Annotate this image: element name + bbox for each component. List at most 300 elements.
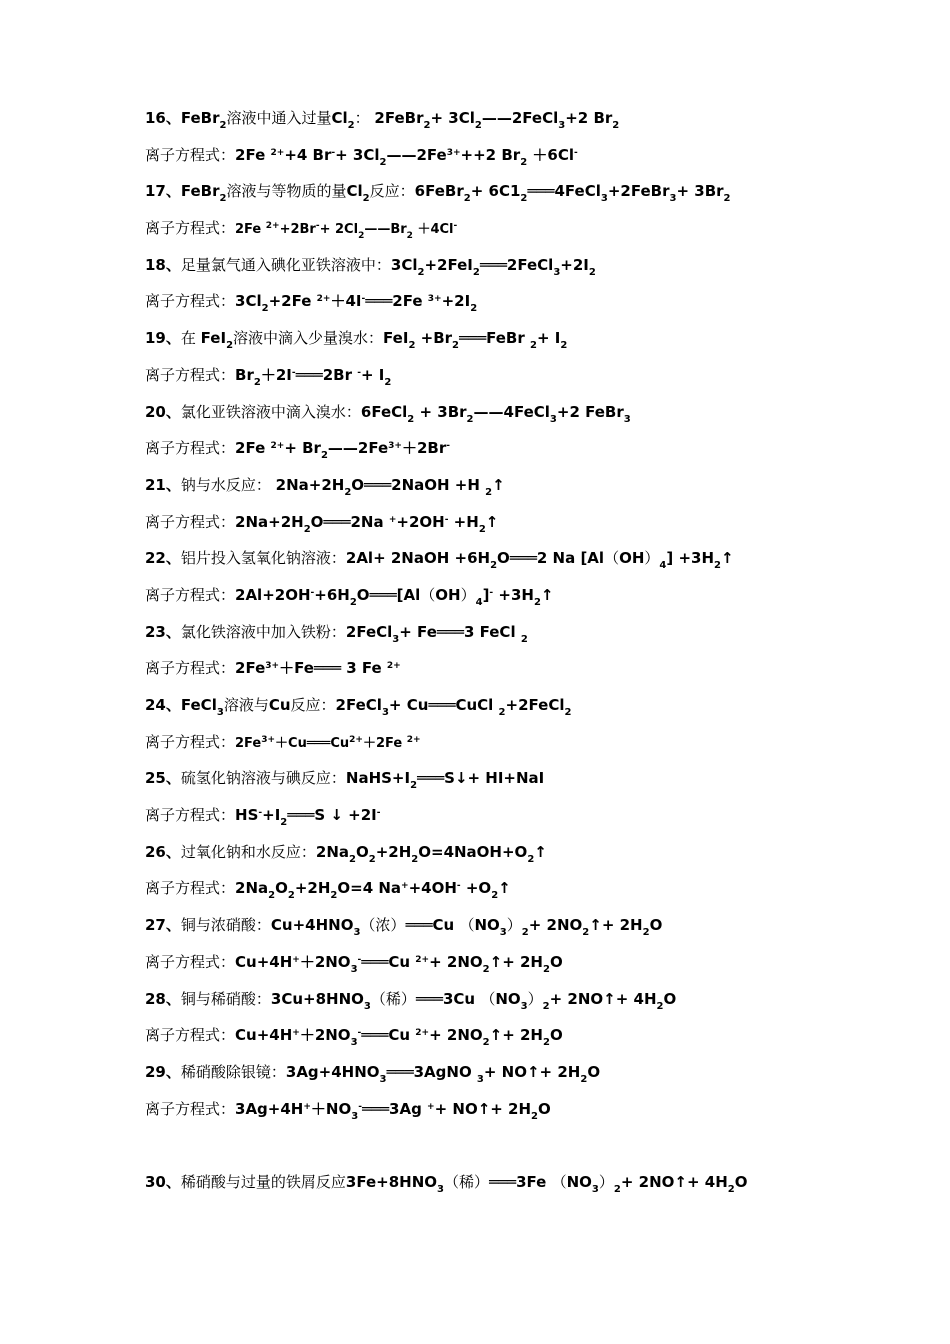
chinese-text: 离子方程式： [145,585,236,604]
formula-text: 2Fe [235,439,271,458]
formula-text: 23、 [145,622,181,641]
ionic-equation-line [145,870,935,907]
formula-text: 2Fe [235,145,271,164]
formula-text: Cu [268,696,291,714]
formula-text: +2I [441,292,471,311]
formula-text: O [549,952,563,971]
subscript: 3 [553,266,561,278]
subscript: 3 [351,1110,359,1122]
formula-text: ═══4FeCl [527,182,601,201]
formula-text: Cu+4HNO [270,916,354,935]
subscript: 2 [280,817,288,829]
formula-text: ↑ [498,879,511,898]
superscript: 3+ [265,661,280,672]
ionic-equation-line [145,797,935,834]
chinese-text: 离子方程式： [145,1099,236,1118]
formula-text: + 3Br [414,402,467,421]
subscript: 3 [549,413,557,425]
chinese-text: 反应： [290,696,336,714]
formula-text: +2H [375,842,412,861]
formula-text: ═══3Cu [415,989,481,1008]
chinese-text: 离子方程式： [145,1026,236,1045]
subscript: 3 [379,1073,387,1085]
formula-text: + 3Cl [430,109,475,127]
formula-text: ↑ [540,585,554,604]
ionic-equation-line [145,504,935,541]
reaction-equation-line [145,834,935,871]
subscript: 2 [303,523,311,535]
subscript: 2 [482,963,490,975]
formula-text: +O [460,879,492,898]
formula-text: NO [566,1172,592,1191]
reaction-equation-line [145,173,935,210]
subscript: 2 [564,707,572,718]
formula-text: ＋4Cl [412,222,454,238]
formula-text: ↑ [492,475,505,494]
subscript: 2 [531,1110,539,1122]
chinese-text: （ [459,916,475,935]
formula-text: O═══2NaOH +H [351,475,486,494]
formula-text: 2FeBr [374,109,424,127]
formula-text: O [275,879,288,898]
formula-text: ↑ [485,512,499,531]
formula-text: O═══2 Na [Al [497,549,605,568]
formula-text: 3Ag+4H [235,1099,304,1118]
chinese-text: 离子方程式： [145,145,236,164]
formula-text: + 6C1 [470,182,521,201]
formula-text: O [587,1062,601,1081]
chinese-text: （ [604,549,620,568]
formula-text: +3H [493,585,534,604]
formula-text: ↑+ 2H [489,1026,543,1045]
chinese-text: （稀） [370,989,416,1008]
formula-text: ——2Fe [327,439,389,458]
superscript: - [357,954,362,965]
superscript: - [358,1101,362,1112]
reaction-equation-line [145,1164,935,1201]
formula-text: ↑ [534,842,547,861]
superscript: + [401,881,409,892]
formula-text: 2Al+2OH [235,585,311,604]
formula-text: 22、 [145,549,181,568]
formula-text: O [549,1026,563,1045]
formula-text: 3Ag+4HNO [285,1062,380,1081]
formula-text: +2FeI [424,255,473,274]
subscript: 2 [470,303,478,315]
formula-text: ═══2Fe [365,292,428,311]
subscript: 2 [330,890,338,902]
subscript: 2 [723,193,731,205]
subscript: 2 [478,523,486,535]
chinese-text: 离子方程式： [145,952,236,971]
ionic-equation-line [145,357,935,394]
formula-text: +2Fe [268,292,317,311]
equation-list [145,100,935,1201]
formula-text: +Br [415,329,453,348]
superscript: - [573,147,578,158]
subscript: 2 [410,780,418,792]
chinese-text: 铝片投入氢氧化钠溶液： [180,549,346,568]
subscript: 2 [472,266,480,278]
chinese-text: 钠与水反应： [180,475,276,494]
chinese-text: ） [598,1172,614,1191]
subscript: 3 [476,1073,484,1085]
formula-text: 26、 [145,842,181,861]
superscript: 2+ [386,661,401,672]
subscript: 3 [558,120,566,131]
formula-text: + 3Cl [335,145,380,164]
subscript: 2 [226,340,234,352]
formula-text: HS [235,806,259,825]
formula-text: 27、 [145,916,181,935]
formula-text: +H [448,512,479,531]
formula-text: 28、 [145,989,181,1008]
formula-text: FeI [200,329,227,348]
formula-text: ═══3AgNO [386,1062,477,1081]
formula-text: Cu+4H [235,1026,293,1045]
formula-text: ↑ [720,549,734,568]
chinese-text: 氯化铁溶液中加入铁粉： [180,622,346,641]
formula-text: ═══FeBr [459,329,530,348]
reaction-equation-line [145,247,935,284]
formula-text: + 2NO [429,1026,483,1045]
formula-text: ＋Fe═══ 3 Fe [279,659,387,678]
formula-text: ═══Cu [361,952,416,971]
formula-text: ] +3H [666,549,715,568]
formula-text: 2Fe [235,659,266,678]
formula-text: ═══Cu [361,1026,416,1045]
superscript: - [376,808,381,819]
superscript: - [357,1028,362,1039]
superscript: - [446,441,450,452]
formula-text: 6FeBr [414,182,464,201]
subscript: 3 [350,1037,358,1049]
chinese-text: ） [644,549,660,568]
subscript: 2 [379,156,387,168]
subscript: 2 [261,303,269,315]
ionic-equation-line [145,577,935,614]
formula-text: ＋4I [330,292,362,311]
subscript: 3 [600,193,608,205]
superscript: 3+ [388,441,402,452]
subscript: 2 [407,413,415,425]
subscript: 2 [714,560,721,572]
formula-text: O=4NaOH+O [418,842,528,861]
subscript: 2 [423,120,431,131]
subscript: 2 [482,1037,490,1049]
reaction-equation-line [145,760,935,797]
superscript: 3+ [261,734,276,745]
chinese-text: 离子方程式： [145,659,236,678]
superscript: 2+ [415,954,430,965]
formula-text: Cu+4H [235,952,293,971]
subscript: 2 [358,231,365,242]
subscript: 2 [362,193,370,205]
subscript: 2 [349,853,356,865]
superscript: - [361,294,366,305]
superscript: - [456,881,461,892]
formula-text: ═══Cu [405,916,460,935]
subscript: 2 [406,231,413,242]
formula-text: + I [360,365,385,384]
chinese-text: （稀） [443,1172,489,1191]
subscript: 3 [363,1000,371,1012]
formula-text: +6H [314,585,350,604]
formula-text: + 3Br [676,182,724,201]
superscript: + [292,1028,300,1039]
superscript: 2+ [415,1028,430,1039]
formula-text: NaHS+I [345,769,411,788]
subscript: 4 [659,560,667,572]
chinese-text: （ [551,1172,567,1191]
subscript: 2 [463,193,471,205]
formula-text: 16、FeBr [145,109,220,127]
reaction-equation-line [145,687,935,724]
subscript: 2 [452,340,460,352]
superscript: - [310,587,315,598]
formula-text: ——2Fe [386,145,447,164]
formula-text: 6FeCl [360,402,408,421]
formula-text: +I [262,806,281,825]
formula-text: 20、 [145,402,181,421]
formula-text: ＋2NO [299,1026,351,1045]
subscript: 3 [216,707,224,718]
subscript: 2 [219,120,227,131]
subscript: 2 [580,1073,588,1085]
formula-text: 3Cu+8HNO [270,989,364,1008]
superscript: 2+ [406,734,421,745]
reaction-equation-line [145,981,935,1018]
formula-text: ↑+ 2H [489,952,543,971]
chinese-text: 溶液与等物质的量 [226,182,347,201]
chinese-text: 离子方程式： [145,879,236,898]
chinese-text: ） [460,585,476,604]
formula-text: + 2NO [528,916,583,935]
subscript: 2 [408,340,416,352]
subscript: 2 [656,1000,664,1012]
subscript: 2 [485,486,493,498]
formula-text: O [734,1172,748,1191]
subscript: 2 [727,1183,735,1195]
chinese-text: 离子方程式： [145,292,236,311]
chinese-text: 离子方程式： [145,732,236,751]
chinese-text: 足量氯气通入碘化亚铁溶液中： [180,255,391,274]
subscript: 2 [542,963,550,975]
formula-text: 2Na+2H [275,475,345,494]
formula-text: 21、 [145,475,181,494]
chinese-text: ： [354,109,375,127]
subscript: 2 [612,120,620,131]
formula-text: ——4FeCl [473,402,550,421]
subscript: 2 [613,1183,621,1195]
formula-text: Cl [331,109,348,127]
reaction-equation-line [145,467,935,504]
formula-text: OH [619,549,645,568]
formula-text: +2FeCl [505,696,565,714]
formula-text: +4 Br [284,145,332,164]
formula-text: + Cu═══CuCl [388,696,499,714]
formula-text: + 2NO↑+ 4H [549,989,657,1008]
formula-text: ═══3Ag [361,1099,428,1118]
formula-text: ++2 Br [460,145,521,164]
chinese-text: ） [506,916,522,935]
subscript: 3 [437,1183,444,1195]
subscript: 2 [527,853,535,865]
formula-text: 29、 [145,1062,181,1081]
subscript: 2 [287,890,295,902]
formula-text: NO [495,989,521,1008]
subscript: 4 [475,596,483,608]
subscript: 2 [411,853,419,865]
chinese-text: 反应： [369,182,415,201]
formula-text: ↑+ 2H [589,916,643,935]
superscript: - [357,367,361,378]
superscript: 2+ [270,441,285,452]
subscript: 2 [384,376,392,388]
formula-text: Cl [346,182,363,201]
reaction-equation-line [145,394,935,431]
superscript: 3+ [427,294,442,305]
superscript: + [427,1101,435,1112]
ionic-equation-line [145,1091,935,1128]
ionic-equation-line [145,283,935,320]
formula-text: + 2Cl [319,222,359,238]
subscript: 2 [520,156,528,168]
formula-text: ═══S↓+ HI+NaI [417,769,545,788]
subscript: 3 [350,963,358,975]
formula-text: +4OH [408,879,457,898]
formula-text: ] [482,585,490,604]
formula-text: OH [435,585,461,604]
formula-text: O═══2Na [310,512,389,531]
subscript: 2 [347,120,355,131]
subscript: 2 [582,927,590,939]
subscript: 3 [381,707,389,718]
chinese-text: 硫氢化钠溶液与碘反应： [180,769,346,788]
ionic-equation-line [145,1017,935,1054]
chinese-text: （ [480,989,496,1008]
formula-text: 3Fe+8HNO [345,1172,438,1191]
formula-text: ═══2FeCl [479,255,554,274]
subscript: 2 [344,486,352,498]
subscript: 2 [533,596,541,608]
subscript: 2 [219,193,227,205]
chinese-text: 铜与稀硝酸： [180,989,271,1008]
formula-text: 2Na [315,842,350,861]
chinese-text: 溶液中滴入少量溴水： [233,329,384,348]
superscript: - [453,221,458,232]
subscript: 2 [491,890,499,902]
formula-text: O=4 Na [337,879,402,898]
formula-text: 3Cl [235,292,262,311]
subscript: 3 [392,633,400,645]
formula-text: ═══2Br [295,365,358,384]
superscript: 3+ [446,147,461,158]
formula-text: 3Cl [390,255,418,274]
subscript: 2 [529,340,537,352]
formula-text: +2OH [396,512,445,531]
subscript: 2 [520,193,528,205]
chinese-text: 稀硝酸与过量的铁屑反应 [180,1172,346,1191]
subscript: 2 [417,266,425,278]
formula-text: NO [474,916,500,935]
ionic-equation-line [145,944,935,981]
formula-text: +2 FeBr [556,402,624,421]
formula-text: Br [235,365,254,384]
subscript: 2 [521,927,529,939]
formula-text: ＋2Fe [362,735,407,751]
subscript: 2 [474,120,482,131]
formula-text: 17、FeBr [145,182,220,201]
formula-text: 2Al+ 2NaOH +6H [345,549,491,568]
ionic-equation-line [145,650,935,687]
formula-text: +2Br [279,222,316,238]
formula-text: 19、 [145,329,181,348]
superscript: 2+ [270,147,285,158]
reaction-equation-line [145,540,935,577]
subscript: 3 [353,927,361,939]
chinese-text: （浓） [360,916,406,935]
formula-text: O [649,916,663,935]
formula-text: 25、 [145,769,181,788]
subscript: 2 [642,927,650,939]
formula-text: O═══[Al [356,585,421,604]
formula-text: 30、 [145,1172,181,1191]
subscript: 2 [368,853,376,865]
formula-text: ＋2Br [401,439,447,458]
subscript: 2 [320,450,328,462]
ionic-equation-line [145,724,935,761]
subscript: 2 [466,413,474,425]
formula-text: 2Na [235,879,269,898]
superscript: 2+ [349,734,363,745]
formula-text: 2FeCl [335,696,382,714]
superscript: - [489,587,494,598]
superscript: 2+ [316,294,331,305]
formula-text: + NO↑+ 2H [434,1099,532,1118]
superscript: - [258,808,263,819]
subscript: 2 [498,707,506,718]
chinese-text: 溶液中通入过量 [226,109,332,127]
formula-text: + I [536,329,561,348]
formula-text: ═══3Fe [489,1172,552,1191]
formula-text: 2FeCl [345,622,393,641]
reaction-equation-line [145,320,935,357]
formula-text: ═══S ↓ +2I [287,806,377,825]
formula-text: ＋2I [260,365,292,384]
formula-text: + 2NO [429,952,483,971]
subscript: 2 [253,376,261,388]
ionic-equation-line [145,137,935,174]
chinese-text: 离子方程式： [145,219,236,238]
subscript: 2 [588,266,596,278]
chinese-text: ） [527,989,543,1008]
chinese-text: 离子方程式： [145,512,236,531]
superscript: 2+ [265,221,280,232]
formula-text: + NO↑+ 2H [483,1062,581,1081]
chinese-text: 稀硝酸除银镜： [180,1062,286,1081]
formula-text: +2 Br [565,109,613,127]
formula-text: + 2NO↑+ 4H [620,1172,728,1191]
superscript: - [315,221,320,232]
subscript: 3 [591,1183,599,1195]
superscript: - [291,367,296,378]
formula-text: O [663,989,677,1008]
formula-text: + Fe═══3 FeCl [399,622,521,641]
formula-text: FeI [383,329,409,348]
chinese-text: 在 [180,329,201,348]
subscript: 2 [268,890,276,902]
